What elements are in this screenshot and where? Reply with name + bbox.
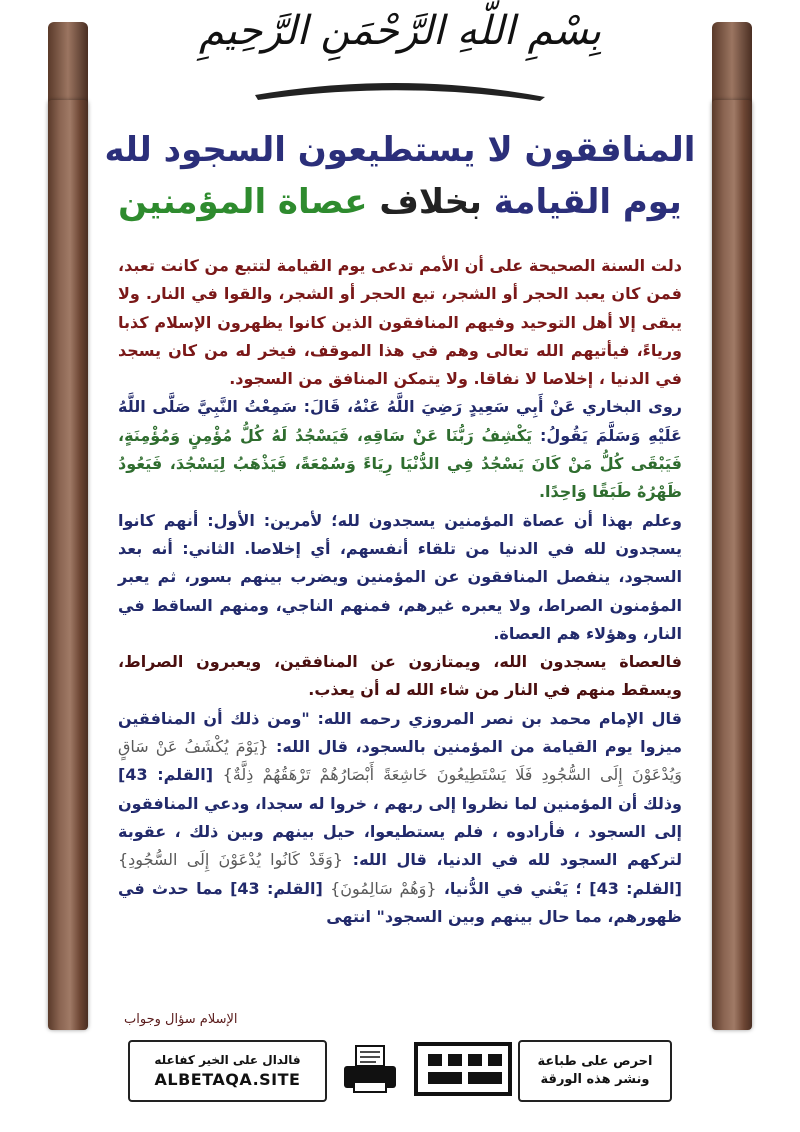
quran-verse-3: {وَهُمْ سَالِمُونَ} [330,878,437,898]
albetaqa-logo-icon [408,1040,518,1098]
quote-intro: قال الإمام محمد بن نصر المروزي رحمه الله: "ومن ذلك أن المنافقين ميزوا يوم القيامة من المؤمنين بالسجود، قال الله: [118,708,683,757]
title-part-day-of-resurrection: يوم القيامة [493,182,682,222]
site-url[interactable]: ALBETAQA.SITE [154,1070,301,1089]
bismillah-flourish [250,75,550,105]
paragraph-3: وعلم بهذا أن عصاة المؤمنين يسجدون لله؛ لأمرين: الأول: أنهم كانوا يسجدون لله في الدنيا من تلقاء أنفسهم، أي إخلاصا. الثاني: أنه بعد السجود، ينفصل المنافقون عن المؤمنين ويضرب بينهم بسور، ثم يعبر المؤمنون الصراط، ولا يعبره غيرهم، فمنهم الناجي، ومنهم الساقط في النار، وهؤلاء هم العصاة. [118,510,682,643]
quran-verse-2: {وَقَدْ كَانُوا يُدْعَوْنَ إِلَى السُّجُودِ} [118,850,343,870]
print-reminder-line-2: ونشر هذه الورقة [540,1072,650,1087]
quran-verse-1: {يَوْمَ يُكْشَفُ عَنْ سَاقٍ وَيُدْعَوْنَ إِلَى السُّجُودِ فَلَا يَسْتَطِيعُونَ خَاشِعَةً أَبْصَارُهُمْ تَرْهَقُهُمْ ذِلَّةٌ} [118,737,682,785]
hadith-text: يَكْشِفُ رَبُّنَا عَنْ سَاقِهِ، فَيَسْجُدُ لَهُ كُلُّ مُؤْمِنٍ وَمُؤْمِنَةٍ، فَيَبْقَى كُلُّ مَنْ كَانَ يَسْجُدُ فِي الدُّنْيَا رِيَاءً وَسُمْعَةً، فَيَذْهَبُ لِيَسْجُدَ، فَيَعُودُ ظَهْرُهُ طَبَقًا وَاحِدًا. [118,425,682,502]
hadith-chain: روى البخاري عَنْ أَبِي سَعِيدٍ رَضِيَ اللَّهُ عَنْهُ، قَالَ: سَمِعْتُ النَّبِيَّ صَلَّى اللَّهُ عَلَيْهِ وَسَلَّمَ يَقُولُ: [118,397,682,445]
print-reminder-line-1: احرص على طباعة [537,1054,653,1069]
frame-right [712,100,752,1030]
footer [128,1040,672,1098]
paragraph-2 [118,393,682,506]
article-body [118,252,682,931]
quote-middle: [القلم: 43] وذلك أن المؤمنين لما نظروا إلى ربهم ، خروا له سجدا، ودعي المنافقون إلى السجود ، فأرادوه ، فلم يستطيعوا، حيل بينهم وبين ذلك ، عقوبة لتركهم السجود لله في الدنيا، قال الله: [118,765,682,870]
paragraph-1: دلت السنة الصحيحة على أن الأمم تدعى يوم القيامة لتتبع من كانت تعبد، فمن كان يعبد الحجر أو الشجر، تبع الحجر أو الشجر، والقوا في النار. ولا يبقى إلا أهل التوحيد وفيهم المنافقون الذين كانوا يظهرون الإسلام كذبا ورياءً، فيأتيهم الله تعالى وهم في هذا الموقف، فيخر له من كان يسجد في الدنيا ، إخلاصا لا نفاقا. ولا يتمكن المنافق من السجود. [118,256,682,389]
site-tagline: فالدال على الخير كفاعله [154,1053,301,1067]
quote-ref-2: [القلم: 43] ؛ يَعْني في الدُّنيا، [443,878,682,898]
title-line-2 [100,182,700,222]
site-box [128,1040,327,1102]
paragraph-4: فالعصاة يسجدون الله، ويمتازون عن المنافقين، ويعبرون الصراط، ويسقط منهم في النار من شاء الله له أن يعذب. [118,652,682,700]
frame-left [48,100,88,1030]
title-line-1: المنافقون لا يستطيعون السجود لله [104,130,696,170]
source-credit: الإسلام سؤال وجواب [124,1012,238,1027]
quote-end: [القلم: 43] مما حدث في ظهورهم، مما حال بينهم وبين السجود" انتهى [118,878,682,926]
print-reminder-box [518,1040,672,1102]
title-part-unlike: بخلاف [379,182,482,222]
paragraph-5 [118,705,682,931]
bismillah: بِسْمِ اللَّهِ الرَّحْمَنِ الرَّحِيمِ [198,8,602,54]
printer-icon [340,1044,400,1094]
title-part-sinful-believers: عصاة المؤمنين [118,182,368,222]
